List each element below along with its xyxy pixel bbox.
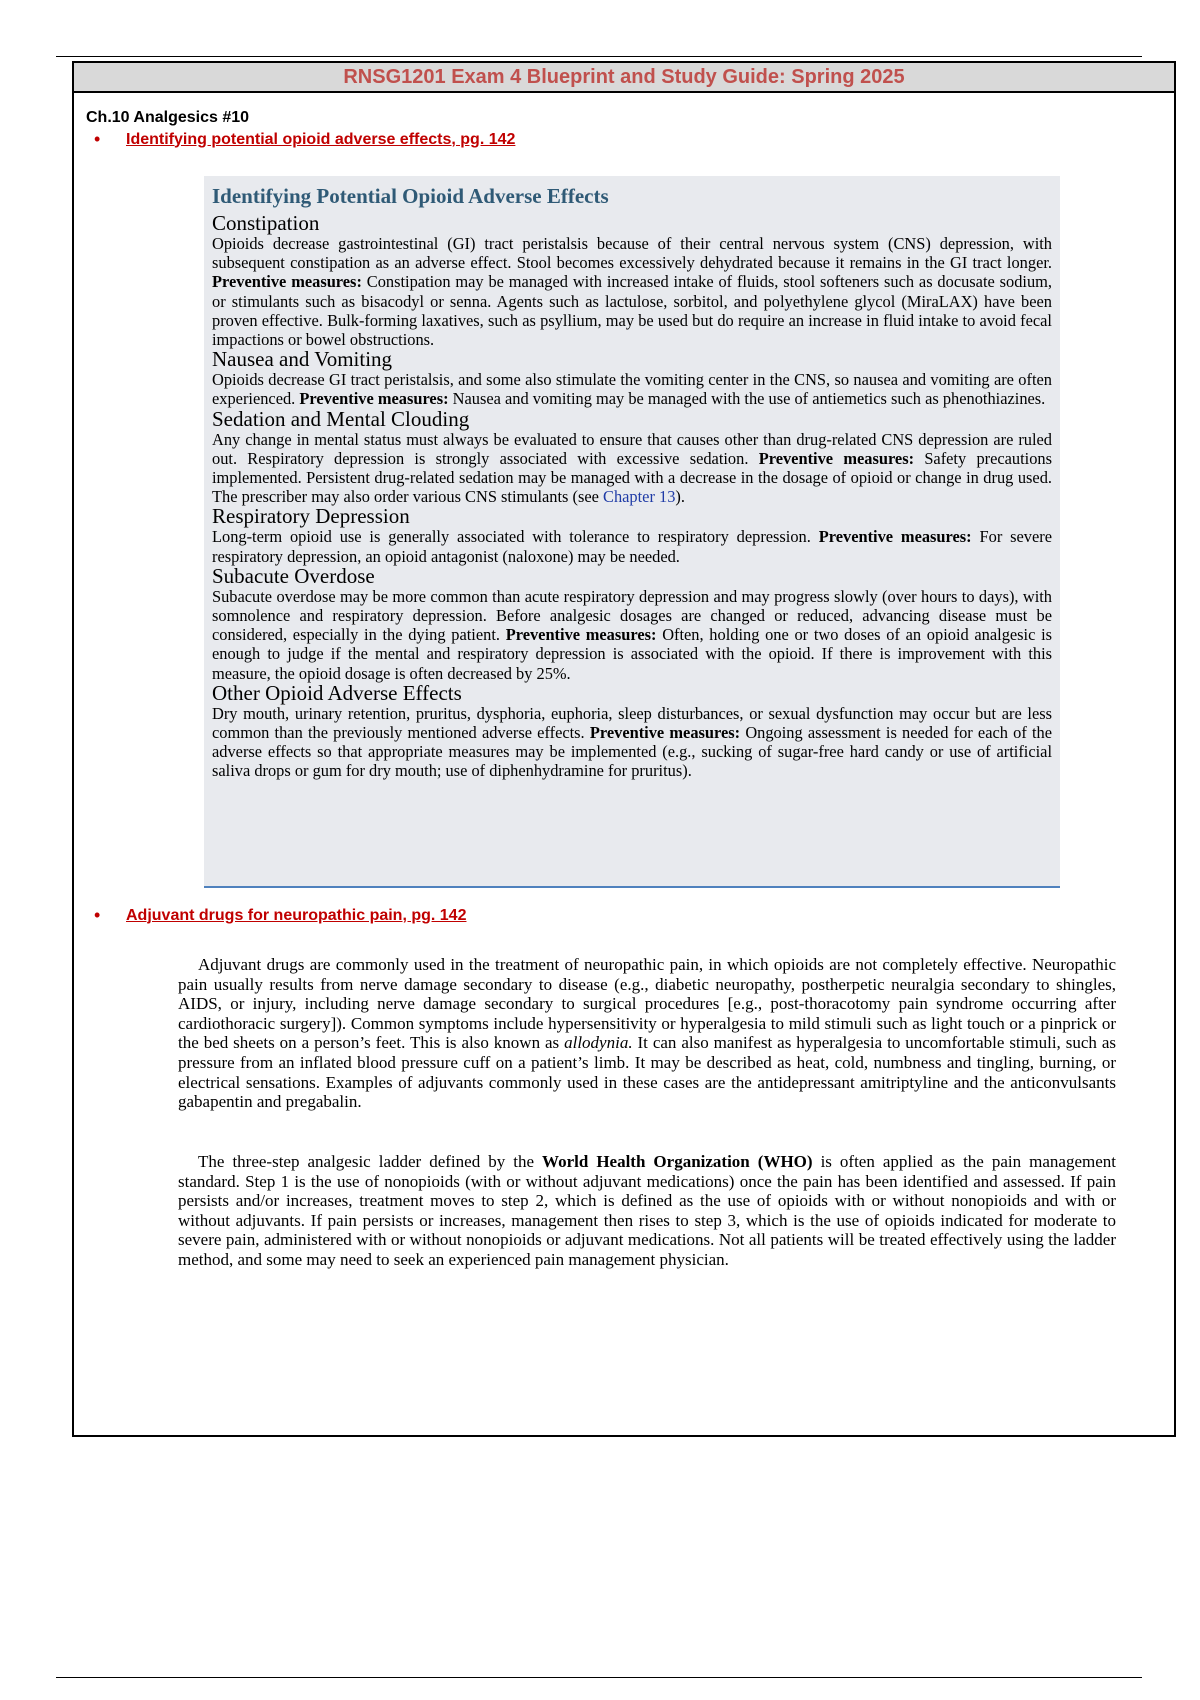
bullet-opioid-adverse-effects <box>94 129 515 150</box>
textbook-excerpt <box>204 176 1060 888</box>
section-body-other: Dry mouth, urinary retention, pruritus, dysphoria, euphoria, sleep disturbances, or sexual dysfunction may occur but are less common than the previously mentioned adverse effects. Preventive measures: Ongoing assessment is needed for each of the adverse effects so that appropriate measures may be implemented (e.g., sucking of sugar-free hard candy or use of artificial saliva drops or gum for dry mouth; use of diphenhydramine for pruritus). <box>212 703 1053 781</box>
adjuvant-paragraph-1: Adjuvant drugs are commonly used in the treatment of neuropathic pain, in which opioids are not completely effective. Neuropathic pain usually results from nerve damage secondary to disease (e.g., diabetic neuropathy, postherpetic neuralgia secondary to shingles, AIDS, or injury, including nerve damage secondary to surgical procedures [e.g., post-thoracotomy pain syndrome occurring after cardiothoracic surgery]). Common symptoms include hypersensitivity or hyperalgesia to mild stimuli such as light touch or a pinprick or the bed sheets on a person’s feet. This is also known as allodynia. It can also manifest as hyperalgesia to uncomfortable stimuli, such as pressure from an inflated blood pressure cuff on a patient’s limb. It may be described as heat, cold, numbness and tingling, burning, or electrical sensations. Examples of adjuvants commonly used in these cases are the antidepressant amitriptyline and the anticonvulsants gabapentin and pregabalin. <box>178 955 1116 1112</box>
topic-link-adjuvant-drugs[interactable]: Adjuvant drugs for neuropathic pain, pg. 142 <box>126 906 467 924</box>
section-body-respiratory: Long-term opioid use is generally associated with tolerance to respiratory depression. Preventive measures: For severe respiratory depression, an opioid antagonist (naloxone) may be needed. <box>212 527 1053 566</box>
section-heading-overdose: Subacute Overdose <box>212 563 375 588</box>
section-heading-other: Other Opioid Adverse Effects <box>212 680 462 705</box>
page-title: RNSG1201 Exam 4 Blueprint and Study Guide: Spring 2025 <box>74 63 1174 93</box>
adjuvant-paragraph-2: The three-step analgesic ladder defined by the World Health Organization (WHO) is often applied as the pain management standard. Step 1 is the use of nonopioids (with or without adjuvant medications) once the pain has been identified and assessed. If pain persists and/or increases, treatment moves to step 2, which is defined as the use of opioids with or without nonopioids and with or without adjuvants. If pain persists or increases, management then rises to step 3, which is the use of opioids indicated for moderate to severe pain, administered with or without nonopioids or adjuvant medications. Not all patients will be treated effectively using the ladder method, and some may need to seek an experienced pain management physician. <box>178 1152 1116 1269</box>
excerpt-title: Identifying Potential Opioid Adverse Effects <box>212 184 609 208</box>
section-body-sedation: Any change in mental status must always be evaluated to ensure that causes other than drug-related CNS depression are ruled out. Respiratory depression is strongly associated with excessive sedation. Preventive measures: Safety precautions implemented. Persistent drug-related sedation may be managed with a decrease in the dosage of opioid or change in drug used. The prescriber may also order various CNS stimulants (see Chapter 13). <box>212 429 1053 507</box>
bullet-icon: • <box>94 129 101 149</box>
bottom-rule <box>56 1677 1142 1678</box>
section-body-constipation: Opioids decrease gastrointestinal (GI) tract peristalsis because of their central nervous system (CNS) depression, with subsequent constipation as an adverse effect. Stool becomes excessively dehydrated because it remains in the GI tract longer. Preventive measures: Constipation may be managed with increased intake of fluids, stool softeners such as docusate sodium, or stimulants such as bisacodyl or senna. Agents such as lactulose, sorbitol, and polyethylene glycol (MiraLAX) have been proven effective. Bulk-forming laxatives, such as psyllium, may be used but do require an increase in fluid intake to avoid fecal impactions or bowel obstructions. <box>212 234 1052 350</box>
study-guide-frame <box>72 61 1176 1437</box>
section-heading-constipation: Constipation <box>212 211 320 235</box>
chapter-13-link[interactable]: Chapter 13 <box>603 487 676 507</box>
bullet-icon: • <box>94 905 101 925</box>
bullet-adjuvant-drugs <box>94 905 466 926</box>
section-heading-nausea: Nausea and Vomiting <box>212 347 393 372</box>
chapter-heading: Ch.10 Analgesics #10 <box>86 109 250 126</box>
section-heading-respiratory: Respiratory Depression <box>212 504 410 529</box>
top-rule <box>56 56 1142 57</box>
section-body-nausea: Opioids decrease GI tract peristalsis, and some also stimulate the vomiting center in the CNS, so nausea and vomiting are often experienced. Preventive measures: Nausea and vomiting may be managed with the use of antiemetics such as phenothiazines. <box>212 370 1052 409</box>
section-heading-sedation: Sedation and Mental Clouding <box>212 406 470 431</box>
topic-link-opioid-adverse-effects[interactable]: Identifying potential opioid adverse effects, pg. 142 <box>126 130 516 148</box>
section-body-overdose: Subacute overdose may be more common than acute respiratory depression and may progress slowly (over hours to days), with somnolence and respiratory depression. Before analgesic dosages are changed or reduced, advancing disease must be considered, especially in the dying patient. Preventive measures: Often, holding one or two doses of an opioid analgesic is enough to judge if the mental and respiratory depression is associated with the opioid. If there is improvement with this measure, the opioid dosage is often decreased by 25%. <box>212 586 1053 683</box>
